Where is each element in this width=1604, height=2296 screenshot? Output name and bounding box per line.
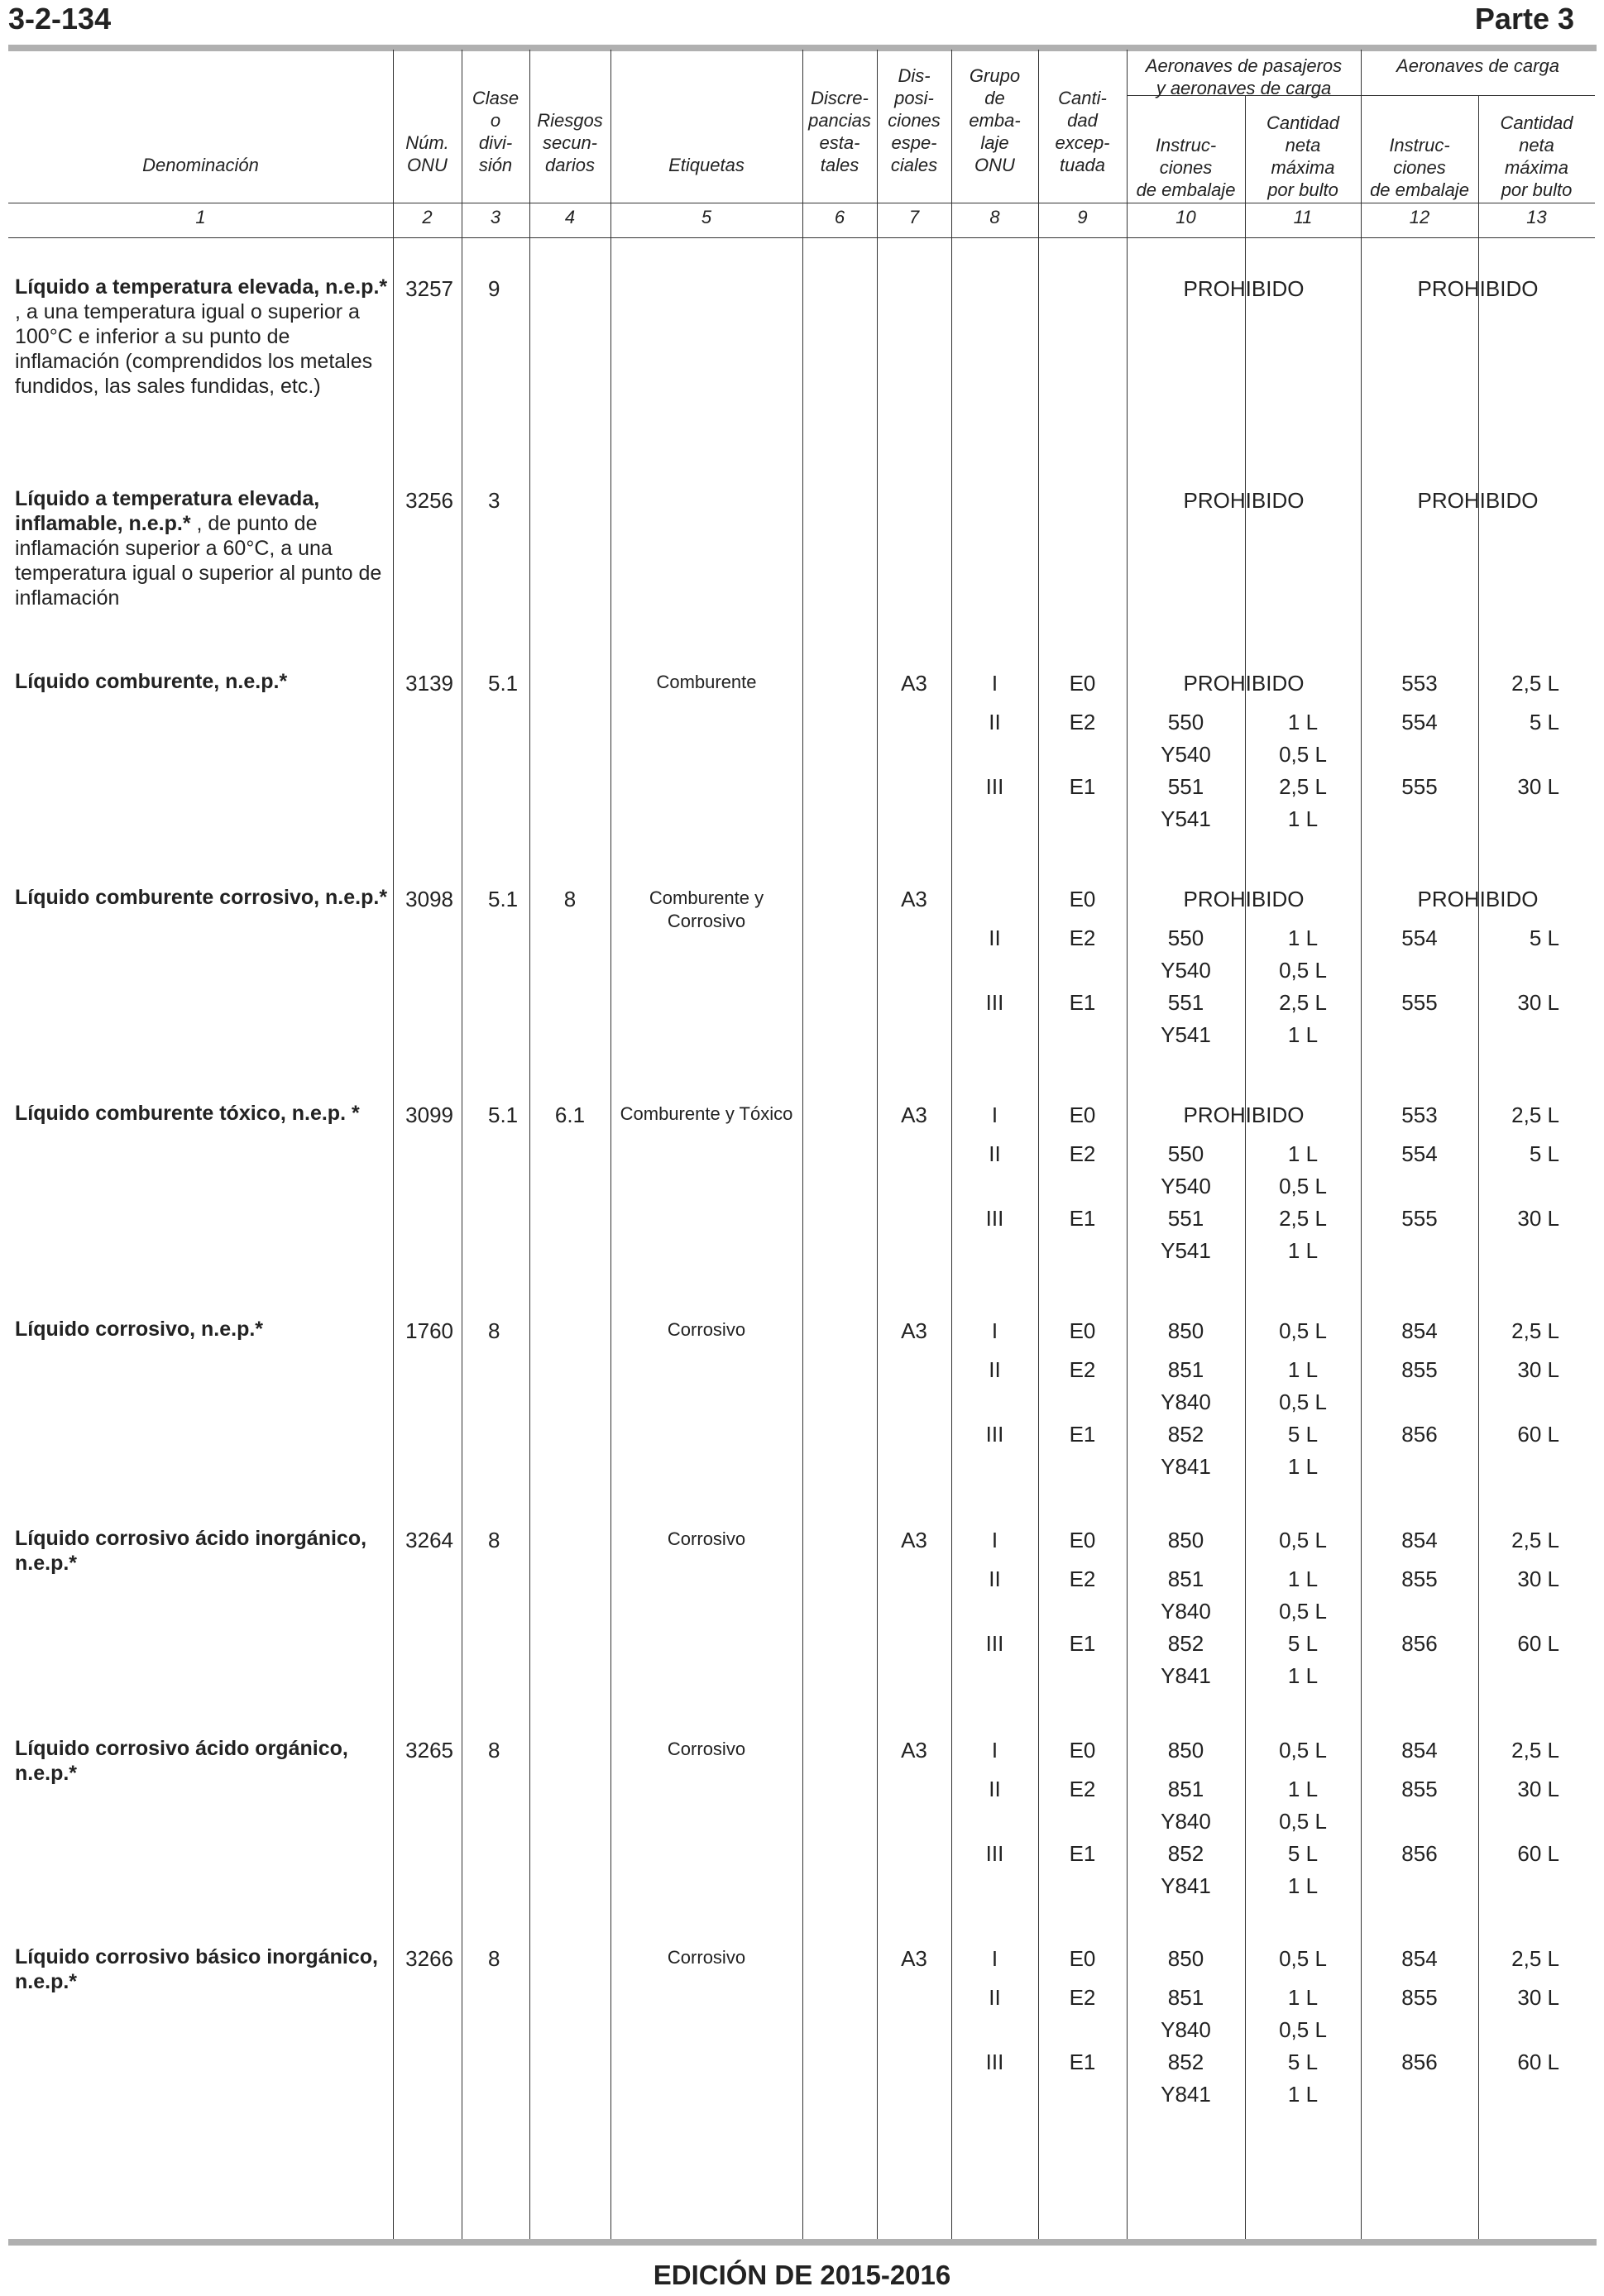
class-division: 5.1 — [488, 671, 519, 696]
column-number: 8 — [989, 207, 1000, 227]
pax-net-quantity: 0,5 L — [1279, 1318, 1327, 1343]
col-instrucciones-cargo: Instruc- ciones de embalaje — [1370, 135, 1469, 200]
packing-group: I — [991, 1103, 998, 1127]
excepted-quantity: E2 — [1069, 1985, 1096, 2010]
packing-group: III — [985, 990, 1004, 1015]
column-number: 1 — [195, 207, 206, 227]
cargo-packing-instruction: 854 — [1401, 1946, 1438, 1971]
cargo-net-quantity: 60 L — [1517, 1422, 1559, 1447]
cargo-net-quantity: 30 L — [1517, 1777, 1559, 1801]
column-divider — [1478, 95, 1479, 2239]
packing-group: II — [989, 1141, 1001, 1166]
pax-net-quantity: 1 L — [1287, 1141, 1319, 1166]
pax-packing-instruction: Y540 — [1161, 742, 1211, 767]
cargo-packing-instruction: 854 — [1401, 1738, 1438, 1763]
cargo-packing-instruction: 856 — [1401, 2050, 1438, 2074]
column-divider — [877, 50, 878, 2239]
entry-name: Líquido comburente tóxico, n.e.p. * — [15, 1102, 360, 1125]
cargo-packing-instruction: 555 — [1401, 774, 1438, 799]
excepted-quantity: E0 — [1069, 671, 1096, 696]
packing-group: III — [985, 1422, 1004, 1447]
packing-group: III — [985, 1841, 1004, 1866]
column-number: 7 — [908, 207, 920, 227]
pax-packing-instruction: 852 — [1167, 2050, 1204, 2074]
column-number: 10 — [1175, 207, 1196, 227]
special-provision: A3 — [901, 887, 927, 911]
pax-net-quantity: 5 L — [1287, 2050, 1319, 2074]
pax-packing-instruction: Y841 — [1161, 1873, 1211, 1898]
pax-packing-instruction: 550 — [1167, 1141, 1204, 1166]
pax-packing-instruction: 852 — [1167, 1422, 1204, 1447]
subsidiary-risk: 6.1 — [554, 1103, 586, 1127]
packing-group: II — [989, 710, 1001, 734]
packing-group: II — [989, 1567, 1001, 1591]
column-divider — [529, 50, 530, 2239]
cargo-packing-instruction: 855 — [1401, 1777, 1438, 1801]
excepted-quantity: E2 — [1069, 926, 1096, 950]
hazard-label: Corrosivo — [667, 1947, 746, 1968]
cargo-net-quantity: 5 L — [1529, 926, 1559, 950]
class-division: 9 — [488, 276, 500, 301]
entry-name: Líquido comburente, n.e.p.* — [15, 670, 288, 693]
pax-net-quantity: 1 L — [1287, 1567, 1319, 1591]
excepted-quantity: E2 — [1069, 710, 1096, 734]
col-neta-pax: Cantidad neta máxima por bulto — [1266, 112, 1340, 200]
column-divider — [610, 50, 611, 2239]
pax-net-quantity: 1 L — [1287, 1663, 1319, 1688]
pax-net-quantity: 1 L — [1287, 1777, 1319, 1801]
class-division: 8 — [488, 1946, 500, 1971]
packing-group: II — [989, 1985, 1001, 2010]
cargo-packing-instruction: 856 — [1401, 1631, 1438, 1656]
un-number: 3099 — [405, 1103, 453, 1127]
hazard-label: Corrosivo — [667, 1319, 746, 1340]
class-division: 5.1 — [488, 887, 519, 911]
packing-group: III — [985, 1631, 1004, 1656]
cargo-packing-instruction: 553 — [1401, 1103, 1438, 1127]
page-number: 3-2-134 — [8, 2, 112, 36]
pax-net-quantity: 0,5 L — [1279, 1174, 1327, 1198]
hazard-label: Corrosivo — [667, 1528, 746, 1549]
pax-packing-instruction: 851 — [1167, 1567, 1204, 1591]
pax-net-quantity: 0,5 L — [1279, 1738, 1327, 1763]
excepted-quantity: E1 — [1069, 774, 1096, 799]
un-number: 3098 — [405, 887, 453, 911]
column-number: 12 — [1409, 207, 1430, 227]
excepted-quantity: E0 — [1069, 1738, 1096, 1763]
pax-net-quantity: 5 L — [1287, 1631, 1319, 1656]
pax-packing-instruction: 851 — [1167, 1985, 1204, 2010]
pax-net-quantity: 2,5 L — [1279, 1206, 1327, 1231]
column-number: 4 — [564, 207, 576, 227]
packing-group: III — [985, 2050, 1004, 2074]
packing-group: II — [989, 926, 1001, 950]
entry-name: Líquido comburente corrosivo, n.e.p.* — [15, 886, 388, 909]
excepted-quantity: E0 — [1069, 1528, 1096, 1552]
pax-prohibited: PROHIBIDO — [1183, 1103, 1305, 1127]
pax-net-quantity: 1 L — [1287, 2082, 1319, 2107]
pax-packing-instruction: 851 — [1167, 1777, 1204, 1801]
entry-name: Líquido a temperatura elevada, n.e.p.* , a una temperatura igual o superior a 100°C e inferior a su punto de inflamación (comprendidos los metales fundidos, las sales fundidas, etc.) — [15, 275, 388, 398]
entry-name: Líquido a temperatura elevada, inflamable, n.e.p.* , de punto de inflamación superior a 60°C, a una temperatura igual o superior al punto de inflamación — [15, 487, 382, 610]
cargo-packing-instruction: 555 — [1401, 990, 1438, 1015]
pax-packing-instruction: 551 — [1167, 990, 1204, 1015]
un-number: 3266 — [405, 1946, 453, 1971]
excepted-quantity: E0 — [1069, 1103, 1096, 1127]
pax-packing-instruction: 550 — [1167, 710, 1204, 734]
pax-packing-instruction: 850 — [1167, 1738, 1204, 1763]
cargo-packing-instruction: 554 — [1401, 926, 1438, 950]
pax-packing-instruction: Y841 — [1161, 2082, 1211, 2107]
entry-name: Líquido corrosivo ácido inorgánico, n.e.p.* — [15, 1527, 367, 1575]
cargo-net-quantity: 30 L — [1517, 1357, 1559, 1382]
pax-net-quantity: 2,5 L — [1279, 990, 1327, 1015]
pax-net-quantity: 5 L — [1287, 1841, 1319, 1866]
hazard-label: Comburente y Corrosivo — [649, 887, 764, 931]
col-clase: Clase o divi- sión — [472, 88, 520, 175]
cargo-packing-instruction: 855 — [1401, 1567, 1438, 1591]
un-number: 3139 — [405, 671, 453, 696]
cargo-prohibited: PROHIBIDO — [1417, 488, 1539, 513]
un-number: 1760 — [405, 1318, 453, 1343]
class-division: 8 — [488, 1738, 500, 1763]
packing-group: III — [985, 1206, 1004, 1231]
pax-packing-instruction: 852 — [1167, 1841, 1204, 1866]
cargo-packing-instruction: 553 — [1401, 671, 1438, 696]
column-divider — [1245, 95, 1246, 2239]
column-number: 9 — [1077, 207, 1088, 227]
pax-net-quantity: 1 L — [1287, 1238, 1319, 1263]
cargo-packing-instruction: 554 — [1401, 710, 1438, 734]
excepted-quantity: E1 — [1069, 1206, 1096, 1231]
column-number: 3 — [490, 207, 501, 227]
special-provision: A3 — [901, 671, 927, 696]
excepted-quantity: E0 — [1069, 887, 1096, 911]
excepted-quantity: E2 — [1069, 1141, 1096, 1166]
packing-group: I — [991, 1946, 998, 1971]
pax-packing-instruction: Y540 — [1161, 1174, 1211, 1198]
special-provision: A3 — [901, 1528, 927, 1552]
pax-packing-instruction: Y841 — [1161, 1663, 1211, 1688]
col-discrepancias: Discre- pancias esta- tales — [808, 88, 871, 175]
packing-group: I — [991, 1528, 998, 1552]
pax-net-quantity: 1 L — [1287, 1022, 1319, 1047]
cargo-packing-instruction: 854 — [1401, 1318, 1438, 1343]
col-disposiciones: Dis- posi- ciones espe- ciales — [888, 65, 941, 175]
cargo-net-quantity: 5 L — [1529, 710, 1559, 734]
pax-packing-instruction: Y840 — [1161, 2017, 1211, 2042]
bottom-rule — [8, 2239, 1597, 2246]
pax-packing-instruction: Y541 — [1161, 1238, 1211, 1263]
pax-packing-instruction: Y840 — [1161, 1809, 1211, 1834]
col-riesgos: Riesgos secun- darios — [537, 110, 603, 175]
pax-net-quantity: 0,5 L — [1279, 958, 1327, 983]
un-number: 3265 — [405, 1738, 453, 1763]
excepted-quantity: E1 — [1069, 1841, 1096, 1866]
special-provision: A3 — [901, 1738, 927, 1763]
cargo-net-quantity: 2,5 L — [1511, 1103, 1559, 1127]
subsidiary-risk: 8 — [563, 887, 577, 911]
cargo-prohibited: PROHIBIDO — [1417, 276, 1539, 301]
packing-group: I — [991, 1318, 998, 1343]
excepted-quantity: E0 — [1069, 1946, 1096, 1971]
cargo-packing-instruction: 855 — [1401, 1985, 1438, 2010]
pax-packing-instruction: 851 — [1167, 1357, 1204, 1382]
class-division: 8 — [488, 1528, 500, 1552]
cargo-packing-instruction: 855 — [1401, 1357, 1438, 1382]
pax-packing-instruction: 551 — [1167, 1206, 1204, 1231]
pax-packing-instruction: Y840 — [1161, 1599, 1211, 1624]
cargo-net-quantity: 60 L — [1517, 2050, 1559, 2074]
col-group-carga: Aeronaves de carga — [1396, 55, 1559, 76]
cargo-net-quantity: 2,5 L — [1511, 1318, 1559, 1343]
special-provision: A3 — [901, 1318, 927, 1343]
pax-packing-instruction: 852 — [1167, 1631, 1204, 1656]
pax-net-quantity: 1 L — [1287, 1985, 1319, 2010]
part-title: Parte 3 — [1474, 2, 1574, 36]
pax-packing-instruction: Y541 — [1161, 806, 1211, 831]
cargo-net-quantity: 2,5 L — [1511, 1946, 1559, 1971]
cargo-net-quantity: 30 L — [1517, 1985, 1559, 2010]
pax-net-quantity: 1 L — [1287, 710, 1319, 734]
column-number: 6 — [834, 207, 845, 227]
un-number: 3256 — [405, 488, 453, 513]
class-division: 8 — [488, 1318, 500, 1343]
col-group-pasajeros: Aeronaves de pasajeros y aeronaves de carga — [1145, 55, 1343, 98]
pax-net-quantity: 1 L — [1287, 1454, 1319, 1479]
col-denominacion: Denominación — [142, 155, 259, 175]
excepted-quantity: E2 — [1069, 1777, 1096, 1801]
cargo-packing-instruction: 554 — [1401, 1141, 1438, 1166]
column-divider — [802, 50, 803, 2239]
pax-net-quantity: 1 L — [1287, 806, 1319, 831]
cargo-packing-instruction: 555 — [1401, 1206, 1438, 1231]
cargo-net-quantity: 30 L — [1517, 1206, 1559, 1231]
special-provision: A3 — [901, 1103, 927, 1127]
pax-net-quantity: 0,5 L — [1279, 2017, 1327, 2042]
packing-group: III — [985, 774, 1004, 799]
column-number: 11 — [1293, 207, 1313, 227]
pax-net-quantity: 1 L — [1287, 926, 1319, 950]
cargo-packing-instruction: 856 — [1401, 1422, 1438, 1447]
hazard-label: Comburente — [656, 672, 757, 692]
col-etiquetas: Etiquetas — [668, 155, 745, 175]
pax-prohibited: PROHIBIDO — [1183, 671, 1305, 696]
excepted-quantity: E1 — [1069, 990, 1096, 1015]
packing-group: I — [991, 671, 998, 696]
un-number: 3257 — [405, 276, 453, 301]
cargo-packing-instruction: 856 — [1401, 1841, 1438, 1866]
excepted-quantity: E1 — [1069, 2050, 1096, 2074]
excepted-quantity: E0 — [1069, 1318, 1096, 1343]
column-divider — [393, 50, 394, 2239]
cargo-net-quantity: 30 L — [1517, 774, 1559, 799]
col-grupo: Grupo de emba- laje ONU — [969, 65, 1021, 175]
col-cantidad: Canti- dad excep- tuada — [1055, 88, 1110, 175]
pax-net-quantity: 0,5 L — [1279, 1809, 1327, 1834]
cargo-net-quantity: 60 L — [1517, 1631, 1559, 1656]
pax-net-quantity: 0,5 L — [1279, 1946, 1327, 1971]
pax-packing-instruction: 850 — [1167, 1318, 1204, 1343]
excepted-quantity: E2 — [1069, 1357, 1096, 1382]
entry-name: Líquido corrosivo, n.e.p.* — [15, 1318, 264, 1341]
cargo-packing-instruction: 854 — [1401, 1528, 1438, 1552]
cargo-net-quantity: 2,5 L — [1511, 1528, 1559, 1552]
column-number: 13 — [1526, 207, 1547, 227]
hazard-label: Comburente y Tóxico — [620, 1103, 793, 1124]
class-division: 5.1 — [488, 1103, 519, 1127]
cargo-prohibited: PROHIBIDO — [1417, 887, 1539, 911]
pax-prohibited: PROHIBIDO — [1183, 276, 1305, 301]
col-instrucciones-pax: Instruc- ciones de embalaje — [1136, 135, 1236, 200]
pax-packing-instruction: 850 — [1167, 1528, 1204, 1552]
pax-packing-instruction: Y841 — [1161, 1454, 1211, 1479]
pax-net-quantity: 0,5 L — [1279, 1599, 1327, 1624]
excepted-quantity: E1 — [1069, 1631, 1096, 1656]
entry-name: Líquido corrosivo básico inorgánico, n.e.p.* — [15, 1945, 378, 1993]
cargo-net-quantity: 5 L — [1529, 1141, 1559, 1166]
cargo-net-quantity: 2,5 L — [1511, 671, 1559, 696]
pax-net-quantity: 1 L — [1287, 1873, 1319, 1898]
cargo-net-quantity: 2,5 L — [1511, 1738, 1559, 1763]
cargo-net-quantity: 30 L — [1517, 990, 1559, 1015]
pax-net-quantity: 2,5 L — [1279, 774, 1327, 799]
packing-group: I — [991, 1738, 998, 1763]
pax-packing-instruction: 550 — [1167, 926, 1204, 950]
col-neta-cargo: Cantidad neta máxima por bulto — [1500, 112, 1573, 200]
pax-packing-instruction: Y540 — [1161, 958, 1211, 983]
excepted-quantity: E1 — [1069, 1422, 1096, 1447]
pax-packing-instruction: Y840 — [1161, 1390, 1211, 1414]
pax-packing-instruction: 850 — [1167, 1946, 1204, 1971]
cargo-net-quantity: 60 L — [1517, 1841, 1559, 1866]
pax-prohibited: PROHIBIDO — [1183, 488, 1305, 513]
entry-name: Líquido corrosivo ácido orgánico, n.e.p.* — [15, 1737, 348, 1785]
pax-packing-instruction: Y541 — [1161, 1022, 1211, 1047]
class-division: 3 — [488, 488, 500, 513]
packing-group: II — [989, 1777, 1001, 1801]
un-number: 3264 — [405, 1528, 453, 1552]
pax-net-quantity: 0,5 L — [1279, 742, 1327, 767]
column-number: 5 — [701, 207, 712, 227]
pax-net-quantity: 5 L — [1287, 1422, 1319, 1447]
col-num-onu: Núm. ONU — [405, 132, 449, 175]
pax-net-quantity: 0,5 L — [1279, 1528, 1327, 1552]
pax-prohibited: PROHIBIDO — [1183, 887, 1305, 911]
header-line — [8, 237, 1595, 238]
cargo-net-quantity: 30 L — [1517, 1567, 1559, 1591]
pax-net-quantity: 0,5 L — [1279, 1390, 1327, 1414]
special-provision: A3 — [901, 1946, 927, 1971]
column-number: 2 — [422, 207, 433, 227]
excepted-quantity: E2 — [1069, 1567, 1096, 1591]
edition-footer: EDICIÓN DE 2015-2016 — [653, 2260, 951, 2290]
pax-net-quantity: 1 L — [1287, 1357, 1319, 1382]
hazard-label: Corrosivo — [667, 1739, 746, 1759]
packing-group: II — [989, 1357, 1001, 1382]
pax-packing-instruction: 551 — [1167, 774, 1204, 799]
